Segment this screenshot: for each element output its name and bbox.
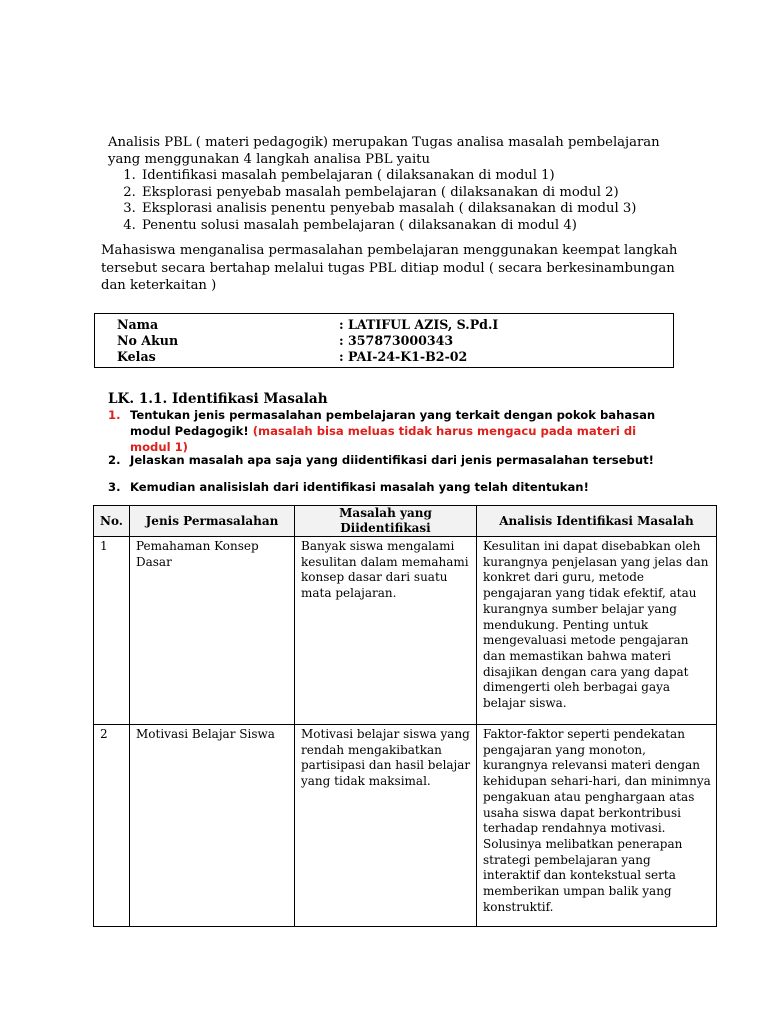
problem-analysis-table — [93, 505, 717, 927]
cell-analisis: Faktor-faktor seperti pendekatan pengajaran yang monoton, kurangnya relevansi materi dengan kehidupan sehari-hari, dan minimnya pengakuan atau penghargaan atas usaha siswa dapat berkontribusi terhadap rendahnya motivasi. Solusinya melibatkan penerapan strategi pembelajaran yang interaktif dan kontekstual serta memberikan umpan balik yang konstruktif. — [477, 725, 717, 927]
identity-label: No Akun — [117, 333, 179, 348]
identity-label: Nama — [117, 317, 159, 332]
table-header-row — [94, 506, 717, 537]
cell-masalah: Banyak siswa mengalami kesulitan dalam memahami konsep dasar dari suatu mata pelajaran. — [295, 537, 477, 725]
cell-no: 2 — [94, 725, 130, 927]
task-number: 2. — [108, 453, 121, 467]
section-title: LK. 1.1. Identifikasi Masalah — [108, 391, 328, 407]
identity-value: : PAI-24-K1-B2-02 — [339, 349, 468, 364]
column-header-jenis: Jenis Permasalahan — [130, 506, 295, 537]
intro-paragraph: Mahasiswa menganalisa permasalahan pembelajaran menggunakan keempat langkah tersebut secara bertahap melalui tugas PBL ditiap modul ( secara berkesinambungan dan keterkaitan ) — [101, 243, 678, 293]
identity-value: : 357873000343 — [339, 333, 454, 348]
intro-line-1: Analisis PBL ( materi pedagogik) merupakan Tugas analisa masalah pembelajaran — [108, 135, 660, 150]
column-header-no: No. — [94, 506, 130, 537]
intro-section — [108, 135, 698, 234]
intro-line-2: yang menggunakan 4 langkah analisa PBL yaitu — [108, 151, 430, 167]
task-text — [130, 407, 670, 455]
column-header-masalah: Masalah yang Diidentifikasi — [295, 506, 477, 537]
pbl-step: 3. Eksplorasi analisis penentu penyebab masalah ( dilaksanakan di modul 3) — [140, 201, 698, 218]
cell-no: 1 — [94, 537, 130, 725]
pbl-steps-list — [108, 168, 698, 234]
cell-analisis: Kesulitan ini dapat disebabkan oleh kurangnya penjelasan yang jelas dan konkret dari guru, metode pengajaran yang tidak efektif, atau kurangnya sumber belajar yang mendukung. Penting untuk mengevaluasi metode pengajaran dan memastikan bahwa materi disajikan dengan cara yang dapat dimengerti oleh berbagai gaya belajar siswa. — [477, 537, 717, 725]
cell-jenis: Pemahaman Konsep Dasar — [130, 537, 295, 725]
identity-box — [94, 313, 674, 368]
task-instruction: Kemudian analisislah dari identifikasi masalah yang telah ditentukan! — [130, 480, 589, 494]
task-note: (masalah bisa meluas tidak harus mengacu pada materi di modul 1) — [130, 424, 637, 454]
task-instruction: Jelaskan masalah apa saja yang diidentifikasi dari jenis permasalahan tersebut! — [130, 453, 654, 467]
identity-label: Kelas — [117, 349, 156, 364]
column-header-analisis: Analisis Identifikasi Masalah — [477, 506, 717, 537]
table-row — [94, 537, 717, 725]
table-row — [94, 725, 717, 927]
identity-value: : LATIFUL AZIS, S.Pd.I — [339, 317, 499, 332]
cell-masalah: Motivasi belajar siswa yang rendah mengakibatkan partisipasi dan hasil belajar yang tidak maksimal. — [295, 725, 477, 927]
task-number: 1. — [108, 408, 121, 422]
pbl-step: 4. Penentu solusi masalah pembelajaran ( dilaksanakan di modul 4) — [140, 218, 698, 235]
pbl-step: 2. Eksplorasi penyebab masalah pembelajaran ( dilaksanakan di modul 2) — [140, 185, 698, 202]
pbl-step: 1. Identifikasi masalah pembelajaran ( dilaksanakan di modul 1) — [140, 168, 698, 185]
task-number: 3. — [108, 480, 121, 494]
task-instruction: Tentukan jenis permasalahan pembelajaran yang terkait dengan pokok bahasan modul Pedagogik! — [130, 408, 656, 438]
cell-jenis: Motivasi Belajar Siswa — [130, 725, 295, 927]
